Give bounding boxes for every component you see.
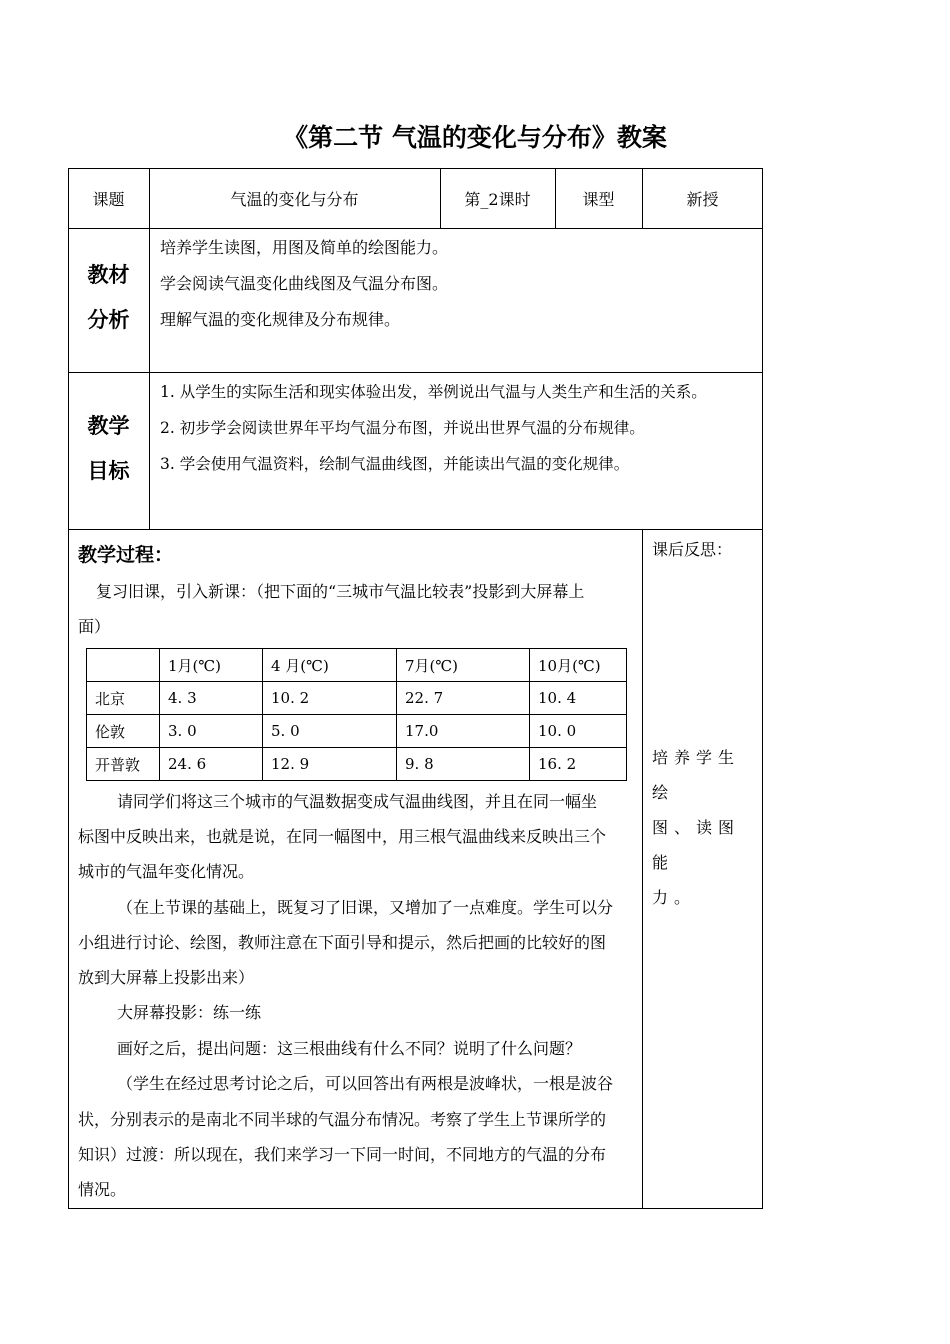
temperature-table (86, 648, 627, 781)
process-paragraph: （在上节课的基础上，既复习了旧课，又增加了一点难度。学生可以分 (117, 898, 614, 917)
table-row (87, 682, 627, 715)
process-intro: 复习旧课，引入新课：（把下面的“三城市气温比较表”投影到大屏幕上 (96, 582, 585, 601)
material-line: 培养学生读图，用图及简单的绘图能力。 (160, 238, 449, 257)
goal-line: 3. 学会使用气温资料，绘制气温曲线图，并能读出气温的变化规律。 (160, 455, 630, 473)
table-header-cell: 7月(℃) (397, 649, 530, 682)
row-divider (68, 529, 763, 530)
material-line: 学会阅读气温变化曲线图及气温分布图。 (160, 274, 449, 293)
lesson-number: 第_2课时 (464, 190, 531, 209)
material-line: 理解气温的变化规律及分布规律。 (160, 310, 401, 329)
column-divider (149, 168, 150, 530)
page-title: 《第二节 气温的变化与分布》教案 (283, 123, 667, 152)
process-paragraph: 知识）过渡：所以现在，我们来学习一下同一时间，不同地方的气温的分布 (78, 1145, 607, 1164)
temp-cell: 4. 3 (160, 682, 263, 715)
temp-cell: 10. 4 (530, 682, 627, 715)
process-paragraph: 城市的气温年变化情况。 (78, 862, 255, 881)
process-intro: 面） (78, 617, 111, 636)
process-paragraph: 请同学们将这三个城市的气温数据变成气温曲线图，并且在同一幅坐 (117, 792, 598, 811)
reflection-label: 课后反思： (652, 540, 733, 559)
temp-cell: 16. 2 (530, 748, 627, 781)
reflection-note: 培养学生绘 图、读图能 力。 (652, 748, 741, 907)
city-cell: 伦敦 (87, 715, 160, 748)
teaching-goals-label: 教学 目标 (87, 414, 130, 483)
table-header-cell (87, 649, 160, 682)
process-paragraph: 大屏幕投影：练一练 (117, 1003, 262, 1022)
row-divider (68, 372, 763, 373)
goal-line: 2. 初步学会阅读世界年平均气温分布图，并说出世界气温的分布规律。 (160, 419, 645, 437)
temp-cell: 5. 0 (263, 715, 397, 748)
table-header-row (87, 649, 627, 682)
temp-cell: 22. 7 (397, 682, 530, 715)
city-cell: 北京 (87, 682, 160, 715)
goal-line: 1. 从学生的实际生活和现实体验出发，举例说出气温与人类生产和生活的关系。 (160, 383, 707, 401)
temp-cell: 17.0 (397, 715, 530, 748)
process-paragraph: 状，分别表示的是南北不同半球的气温分布情况。考察了学生上节课所学的 (78, 1110, 607, 1129)
topic-value: 气温的变化与分布 (230, 190, 359, 209)
type-label: 课型 (582, 190, 615, 209)
row-divider (68, 228, 763, 229)
type-value: 新授 (686, 190, 719, 209)
topic-label: 课题 (92, 190, 125, 209)
table-header-cell: 4 月(℃) (263, 649, 397, 682)
temp-cell: 24. 6 (160, 748, 263, 781)
temp-cell: 3. 0 (160, 715, 263, 748)
process-paragraph: 标图中反映出来，也就是说，在同一幅图中，用三根气温曲线来反映出三个 (78, 827, 607, 846)
temp-cell: 10. 2 (263, 682, 397, 715)
table-header-cell: 1月(℃) (160, 649, 263, 682)
process-paragraph: （学生在经过思考讨论之后，可以回答出有两根是波峰状，一根是波谷 (117, 1074, 614, 1093)
material-analysis-label: 教材 分析 (87, 263, 130, 332)
table-header-cell: 10月(℃) (530, 649, 627, 682)
temp-cell: 10. 0 (530, 715, 627, 748)
city-cell: 开普敦 (87, 748, 160, 781)
process-paragraph: 画好之后，提出问题：这三根曲线有什么不同？说明了什么问题？ (117, 1039, 582, 1058)
table-row (87, 715, 627, 748)
table-row (87, 748, 627, 781)
column-divider (642, 529, 643, 1209)
process-heading: 教学过程： (78, 544, 174, 566)
temp-cell: 9. 8 (397, 748, 530, 781)
process-paragraph: 情况。 (78, 1180, 127, 1199)
process-paragraph: 放到大屏幕上投影出来） (78, 968, 255, 987)
temp-cell: 12. 9 (263, 748, 397, 781)
process-paragraph: 小组进行讨论、绘图，教师注意在下面引导和提示，然后把画的比较好的图 (78, 933, 607, 952)
